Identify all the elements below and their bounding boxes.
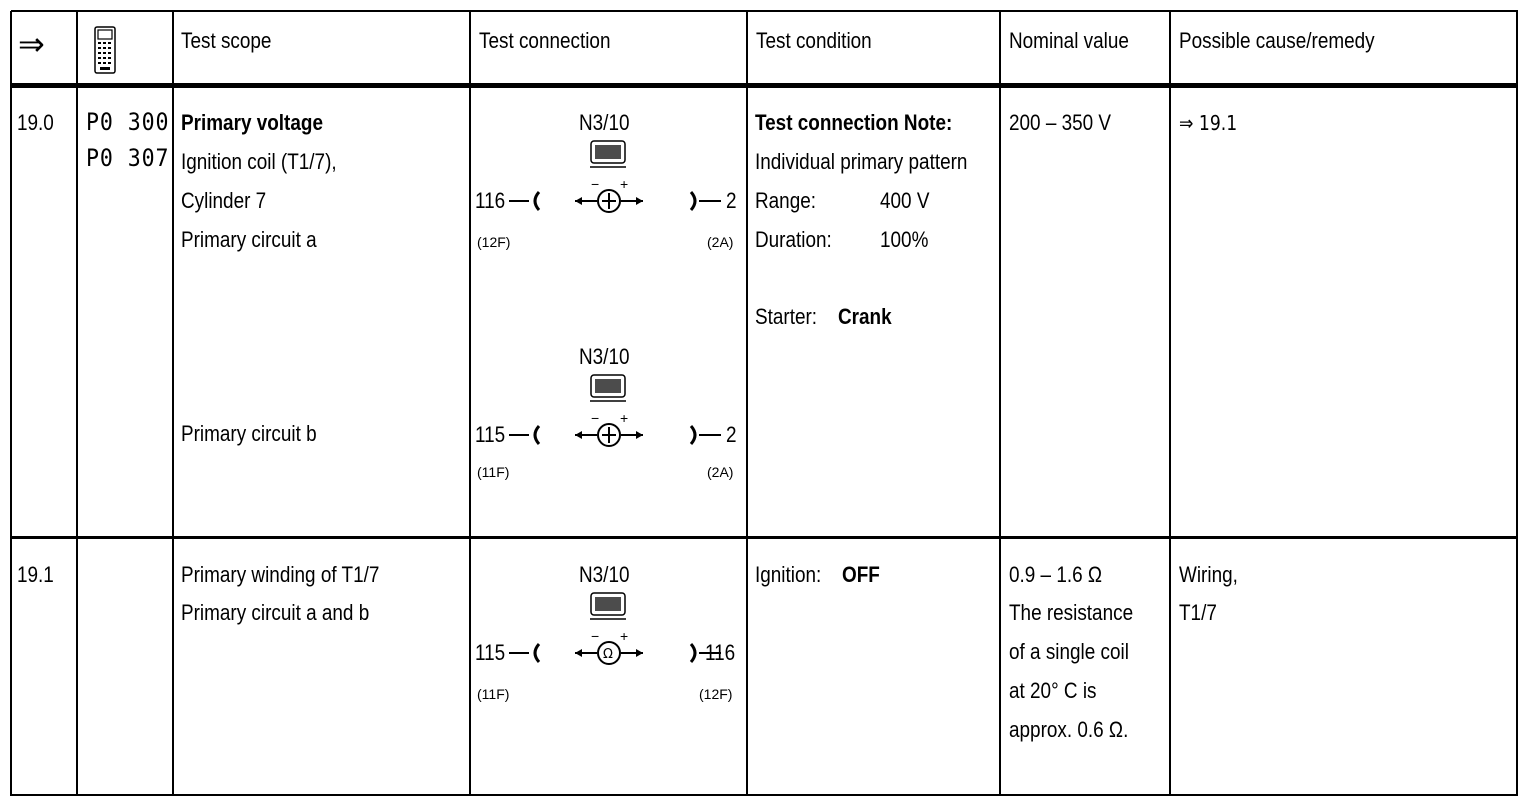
left-connector-icon (509, 424, 545, 446)
scope-line: Ignition coil (T1/7), (181, 149, 337, 174)
tester-device-icon (94, 26, 116, 79)
remedy-link[interactable]: ⇒ 19.1 (1179, 111, 1238, 135)
unit-label: N3/10 (579, 344, 630, 369)
col-border-0 (10, 11, 12, 796)
duration-value: 100% (880, 227, 929, 252)
table-bottom-border (11, 794, 1518, 796)
nominal-value: 200 – 350 V (1009, 110, 1112, 135)
ignition-value: OFF (842, 562, 880, 587)
nominal-line: at 20° C is (1009, 678, 1097, 703)
col-border-7 (1516, 11, 1518, 796)
left-connector-icon (509, 190, 545, 212)
col-border-6 (1169, 11, 1171, 796)
svg-text:+: + (620, 412, 629, 426)
svg-text:+: + (620, 630, 629, 644)
right-pin: 2 (726, 422, 737, 447)
col-border-2 (172, 11, 174, 796)
col-border-5 (999, 11, 1001, 796)
duration-label: Duration: (755, 227, 832, 252)
ohmmeter-icon (571, 630, 647, 666)
left-pin: 116 (475, 188, 506, 213)
left-pin-sub: (12F) (477, 234, 511, 250)
condition-line: Individual primary pattern (755, 149, 968, 174)
voltmeter-icon (571, 412, 647, 448)
nominal-line: The resistance (1009, 600, 1134, 625)
left-pin-sub: (11F) (477, 464, 510, 480)
connection-diagram (471, 556, 746, 706)
starter-label: Starter: (755, 304, 818, 329)
scope-line: Primary circuit a (181, 227, 317, 252)
svg-text:Ω: Ω (603, 647, 613, 662)
scope-line: Cylinder 7 (181, 188, 267, 213)
fault-code: P0 300 (86, 108, 170, 136)
tester-icon (588, 374, 628, 404)
col-border-1 (76, 11, 78, 796)
header-test-condition: Test condition (756, 28, 872, 53)
voltmeter-icon (571, 178, 647, 214)
right-connector-icon (685, 190, 721, 212)
header-arrow: ⇒ (18, 25, 45, 63)
nominal-line: of a single coil (1009, 639, 1129, 664)
scope-title: Primary voltage (181, 110, 323, 135)
unit-label: N3/10 (579, 562, 630, 587)
connection-diagram (471, 338, 746, 488)
header-test-connection: Test connection (479, 28, 611, 53)
table-top-border (11, 10, 1518, 12)
row-divider (11, 536, 1518, 539)
nominal-line: approx. 0.6 Ω. (1009, 717, 1129, 742)
svg-text:−: − (591, 178, 600, 192)
tester-icon (588, 592, 628, 622)
left-pin-sub: (11F) (477, 686, 510, 702)
scope-line: Primary circuit b (181, 421, 317, 446)
nominal-line: 0.9 – 1.6 Ω (1009, 562, 1103, 587)
left-pin: 115 (475, 422, 506, 447)
range-value: 400 V (880, 188, 930, 213)
connection-diagram (471, 104, 746, 254)
svg-text:+: + (620, 178, 629, 192)
svg-text:−: − (591, 630, 600, 644)
col-border-4 (746, 11, 748, 796)
header-possible-cause: Possible cause/remedy (1179, 28, 1375, 53)
fault-code: P0 307 (86, 144, 170, 172)
remedy-line: T1/7 (1179, 600, 1217, 625)
left-pin: 115 (475, 640, 506, 665)
step-number: 19.1 (17, 562, 54, 587)
header-divider (11, 83, 1518, 88)
left-connector-icon (509, 642, 545, 664)
ignition-label: Ignition: (755, 562, 822, 587)
scope-line: Primary circuit a and b (181, 600, 370, 625)
range-label: Range: (755, 188, 817, 213)
svg-text:−: − (591, 412, 600, 426)
right-pin: 116 (705, 640, 736, 665)
starter-value: Crank (838, 304, 892, 329)
remedy-line: Wiring, (1179, 562, 1238, 587)
tester-icon (588, 140, 628, 170)
right-pin-sub: (2A) (707, 234, 734, 250)
right-pin-sub: (12F) (699, 686, 733, 702)
header-test-scope: Test scope (181, 28, 272, 53)
unit-label: N3/10 (579, 110, 630, 135)
right-pin-sub: (2A) (707, 464, 734, 480)
right-connector-icon (685, 424, 721, 446)
scope-line: Primary winding of T1/7 (181, 562, 380, 587)
step-number: 19.0 (17, 110, 54, 135)
header-nominal-value: Nominal value (1009, 28, 1129, 53)
condition-title: Test connection Note: (755, 110, 953, 135)
right-pin: 2 (726, 188, 737, 213)
